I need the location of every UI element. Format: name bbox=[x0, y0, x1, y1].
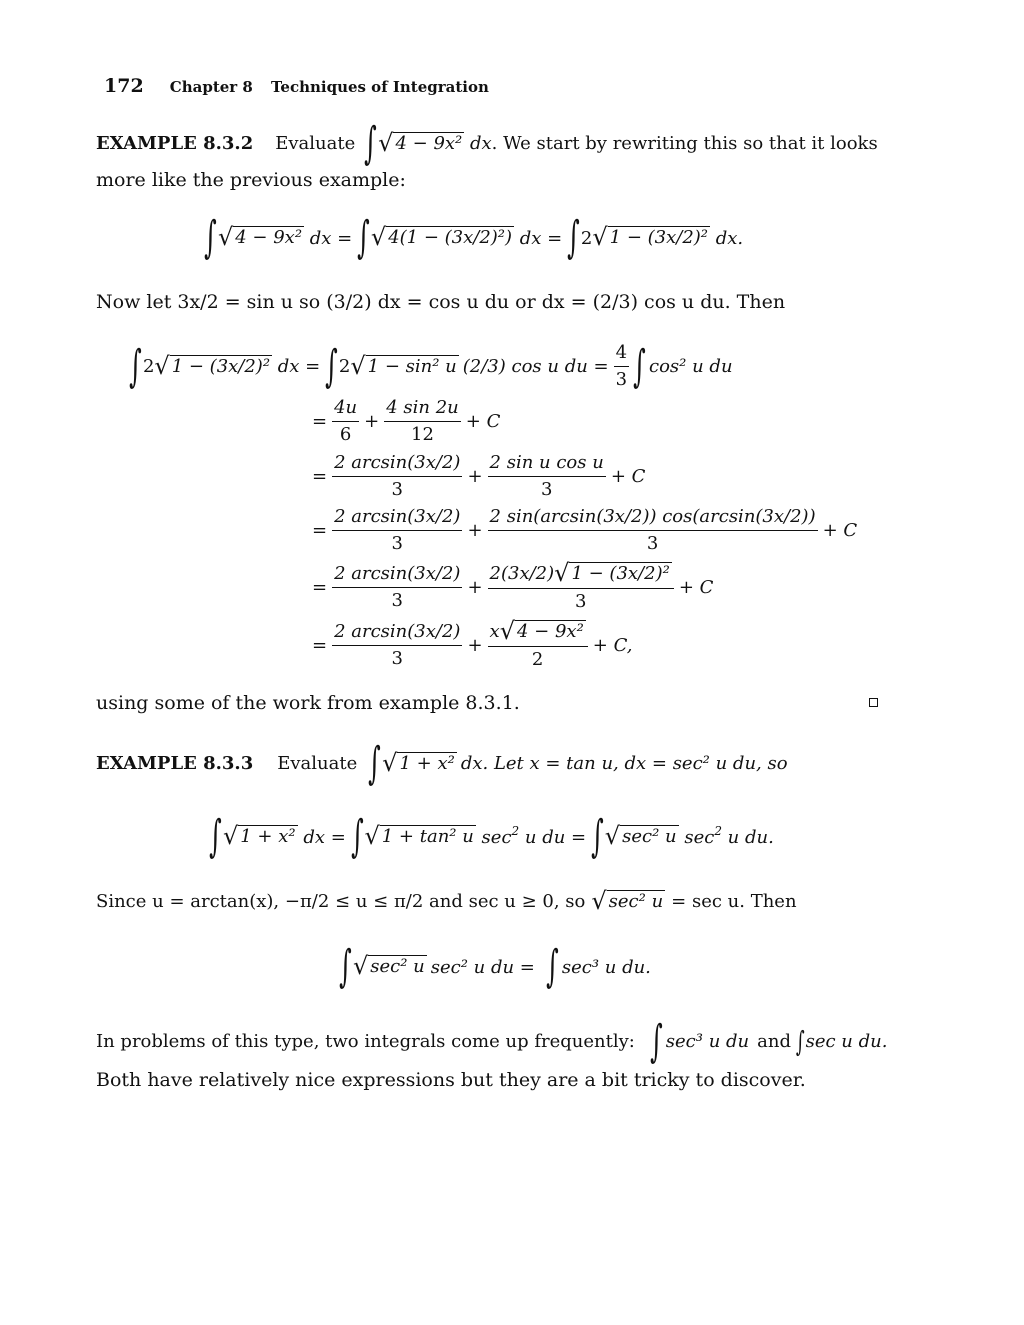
problems-text-c: sec u du. bbox=[805, 1031, 888, 1052]
since-line: Since u = arctan(x), −π/2 ≤ u ≤ π/2 and sec u ≥ 0, so √ sec² u = sec u. Then bbox=[96, 887, 797, 915]
step4-den-1: 3 bbox=[391, 533, 403, 554]
step6-den-2: 2 bbox=[531, 649, 544, 670]
qed-box-icon bbox=[869, 698, 878, 707]
intro-rest-833: dx. Let x = tan u, dx = sec² u du, so bbox=[460, 753, 788, 774]
step2-num-2: 4 sin 2u bbox=[384, 397, 461, 422]
problems-and: and bbox=[757, 1031, 791, 1052]
dx: dx bbox=[464, 133, 492, 154]
since-radicand: sec² u bbox=[608, 891, 664, 912]
step-line-2: = $\frac{4u}{6}$ + $\frac{4 \sin 2u}{12}$ + C bbox=[312, 397, 501, 445]
step-line-5: = $\frac{2 \arcsin(3x/2)}{3}$ + 2(3x/2) √ 1 − (3x/2)² 3 + C bbox=[312, 559, 714, 612]
step-line-3: = $\frac{2 \arcsin(3x/2)}{3}$ + $\frac{\text{2 sin u cos u}}{3}$ + C bbox=[312, 452, 646, 500]
step1-radicand-b: 1 − sin² u bbox=[367, 355, 457, 377]
step5-num-1: 2 arcsin(3x/2) bbox=[332, 563, 462, 588]
since-text-b: = sec u. Then bbox=[671, 891, 797, 912]
step1-part-d: cos² u du bbox=[649, 356, 733, 377]
substitution-text: Now let 3x/2 = sin u so (3/2) dx = cos u du or dx = (2/3) cos u du. Then bbox=[96, 291, 786, 313]
running-header bbox=[104, 75, 489, 97]
step2-den-1: 6 bbox=[339, 424, 352, 445]
tan-radicand-b: 1 + tan² u bbox=[381, 826, 474, 847]
radicand-b: 4(1 − (3x/2)²) bbox=[388, 227, 513, 248]
step6-num-2a: x bbox=[489, 621, 500, 642]
example-8-3-2-intro bbox=[96, 118, 878, 169]
conclusion-text: using some of the work from example 8.3.1. bbox=[96, 692, 520, 714]
sec-middle: sec² u du = bbox=[430, 956, 535, 978]
step6-num-2b: 4 − 9x² bbox=[516, 621, 584, 642]
evaluate-word-833: Evaluate bbox=[277, 753, 358, 774]
step4-num-2: 2 sin(arcsin(3x/2)) cos(arcsin(3x/2)) bbox=[488, 506, 818, 531]
intro-line-2: more like the previous example: bbox=[96, 169, 406, 191]
step4-den-2: 3 bbox=[646, 533, 659, 554]
evaluate-word: Evaluate bbox=[275, 133, 356, 154]
problems-line: In problems of this type, two integrals come up frequently: ∫ sec³ u du and ∫ sec u du. bbox=[96, 1016, 888, 1067]
step1-frac-den: 3 bbox=[615, 369, 628, 390]
step1-radicand-a: 1 − (3x/2)² bbox=[171, 355, 271, 377]
display-equation-rewrite: ∫ √ 4 − 9x² dx = ∫ √ 4(1 − (3x/2)²) dx = ∫ 2 √ 1 − (3x/2)² dx. bbox=[204, 212, 744, 263]
example-8-3-3-intro: EXAMPLE 8.3.3 Evaluate ∫ √ 1 + x² dx. Let x = tan u, dx = sec² u du, so bbox=[96, 738, 788, 789]
step5-den-2: 3 bbox=[574, 591, 587, 612]
step-line-6: = $\frac{2 \arcsin(3x/2)}{3}$ + x √ 4 − 9x² 2 + C, bbox=[312, 617, 633, 670]
tan-radicand-a: 1 + x² bbox=[240, 826, 296, 847]
problems-text-a: In problems of this type, two integrals come up frequently: bbox=[96, 1031, 635, 1052]
radicand-833: 1 + x² bbox=[399, 753, 455, 774]
sqrt-expr: √ 4 − 9x² bbox=[378, 129, 463, 157]
step5-den-1: 3 bbox=[391, 590, 403, 611]
step2-num-1: 4u bbox=[332, 397, 359, 422]
step3-num-2: 2 sin u cos u bbox=[488, 452, 606, 477]
step6-num-1: 2 arcsin(3x/2) bbox=[332, 621, 462, 646]
radicand: 4 − 9x² bbox=[395, 133, 463, 154]
example-label: EXAMPLE 8.3.2 bbox=[96, 133, 254, 154]
step-line-1: ∫ 2 √ 1 − (3x/2)² dx = ∫ 2 √ 1 − sin² u (2/3) cos u du = $\frac{4}{3}$ ∫ cos² u du bbox=[129, 340, 733, 392]
step3-den-1: 3 bbox=[391, 479, 403, 500]
step6-den-1: 3 bbox=[391, 648, 403, 669]
step5-num-2a: 2(3x/2) bbox=[489, 563, 555, 584]
chapter-title: Techniques of Integration bbox=[270, 78, 489, 96]
step4-num-1: 2 arcsin(3x/2) bbox=[332, 506, 462, 531]
radicand-c: 1 − (3x/2)² bbox=[609, 227, 709, 248]
display-equation-tan: ∫ √ 1 + x² dx = ∫ √ 1 + tan² u $\sec^2 u$ du = ∫ √ sec² u $\sec^2 u$ du. bbox=[209, 811, 774, 862]
step1-frac-num: 4 bbox=[614, 342, 629, 367]
example-label-833: EXAMPLE 8.3.3 bbox=[96, 753, 254, 774]
page-number: 172 bbox=[104, 75, 144, 97]
step1-part-c: (2/3) cos u du = bbox=[462, 356, 609, 377]
integral-sign: ∫ bbox=[364, 118, 378, 169]
step5-num-2b: 1 − (3x/2)² bbox=[571, 563, 670, 584]
step3-den-2: 3 bbox=[540, 479, 553, 500]
tan-radicand-c: sec² u bbox=[622, 826, 677, 847]
chapter-label: Chapter 8 bbox=[169, 78, 253, 96]
step2-den-2: 12 bbox=[411, 424, 434, 445]
step-line-4: = $\frac{2 \arcsin(3x/2)}{3}$ + $\frac{2 \sin(\arcsin(3x/2)) \cos(\arcsin(3x/2))}{3}$ + C bbox=[312, 506, 858, 554]
step3-num-1: 2 arcsin(3x/2) bbox=[332, 452, 462, 477]
sec-radicand: sec² u bbox=[370, 956, 425, 977]
radicand-a: 4 − 9x² bbox=[235, 227, 303, 248]
sec-right: sec³ u du. bbox=[561, 956, 651, 978]
display-equation-sec: ∫ √ sec² u sec² u du = ∫ sec³ u du. bbox=[339, 941, 651, 992]
intro-rest: . We start by rewriting this so that it looks bbox=[491, 133, 878, 154]
problems-text-b: sec³ u du bbox=[665, 1031, 750, 1052]
since-text-a: Since u = arctan(x), −π/2 ≤ u ≤ π/2 and sec u ≥ 0, so bbox=[96, 891, 586, 912]
problems-line-2: Both have relatively nice expressions but they are a bit tricky to discover. bbox=[96, 1069, 806, 1091]
